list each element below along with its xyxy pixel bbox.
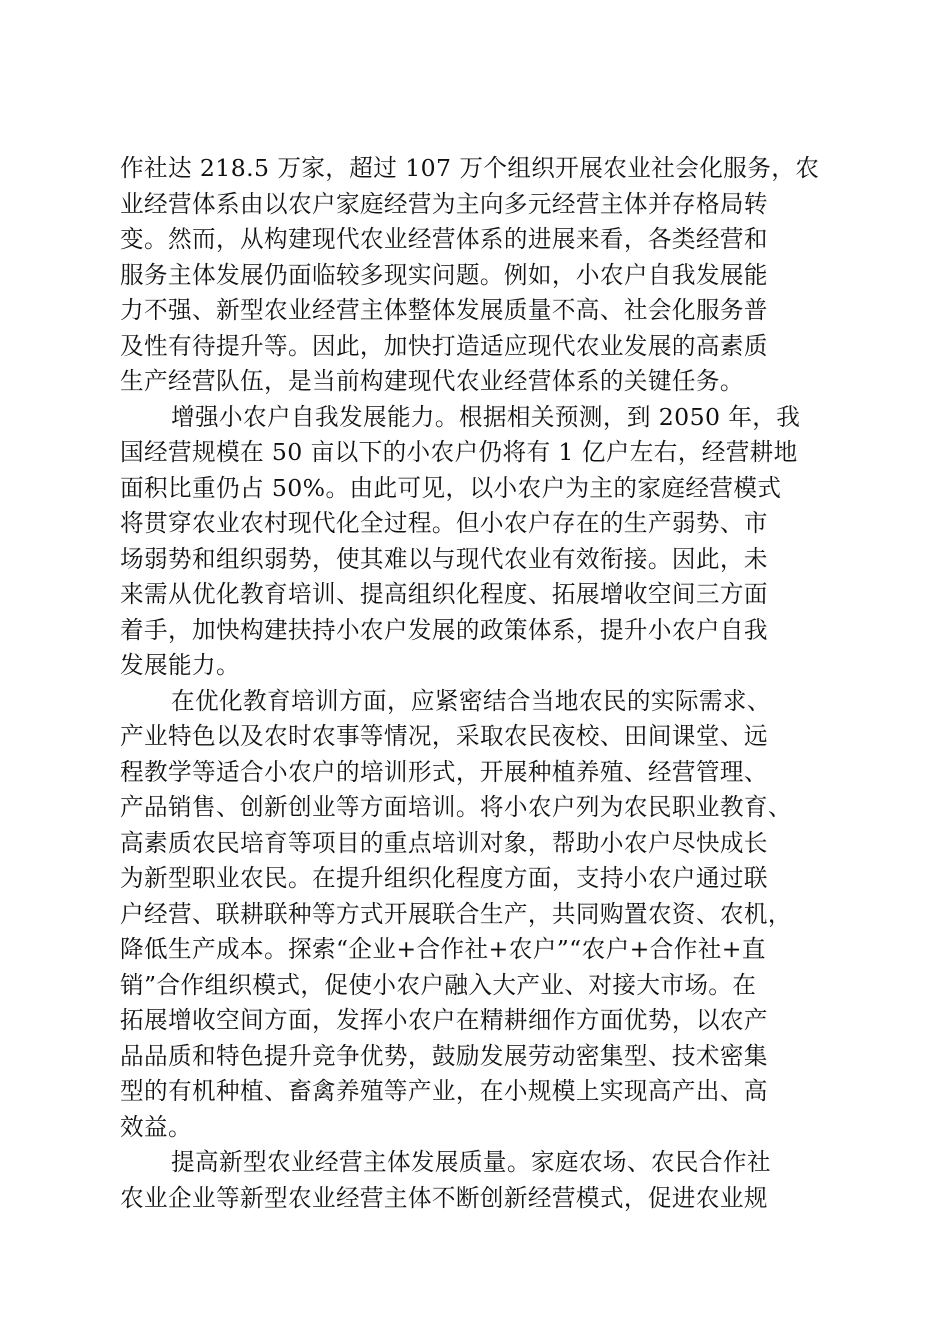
text-line: 高素质农民培育等项目的重点培训对象，帮助小农户尽快成长 [120, 828, 768, 857]
text-line: 及性有待提升等。因此，加快打造适应现代农业发展的高素质 [120, 331, 768, 360]
text-line: 将贯穿农业农村现代化全过程。但小农户存在的生产弱势、市 [120, 509, 768, 537]
paragraph [120, 684, 830, 1146]
text-line: 程教学等适合小农户的培训形式，开展种植养殖、经营管理、 [120, 757, 768, 786]
text-line: 面积比重仍占 50%。由此可见，以小农户为主的家庭经营模式 [120, 473, 782, 502]
paragraph [120, 1145, 830, 1216]
text-line: 力不强、新型农业经营主体整体发展质量不高、社会化服务普 [120, 296, 768, 324]
paragraph [120, 400, 830, 684]
text-line: 品品质和特色提升竞争优势，鼓励发展劳动密集型、技术密集 [120, 1041, 768, 1070]
text-line: 作社达 218.5 万家，超过 107 万个组织开展农业社会化服务，农 [120, 154, 820, 182]
text-line: 降低生产成本。探索“企业+合作社+农户”“农户+合作社+直 [120, 935, 766, 963]
text-line: 拓展增收空间方面，发挥小农户在精耕细作方面优势，以农产 [120, 1006, 768, 1034]
text-line: 生产经营队伍，是当前构建现代农业经营体系的关键任务。 [120, 367, 744, 395]
text-line: 销”合作组织模式，促使小农户融入大产业、对接大市场。在 [120, 970, 757, 999]
text-line: 产业特色以及农时农事等情况，采取农民夜校、田间课堂、远 [120, 722, 768, 750]
text-line: 农业企业等新型农业经营主体不断创新经营模式，促进农业规 [120, 1183, 768, 1212]
text-line: 场弱势和组织弱势，使其难以与现代农业有效衔接。因此，未 [120, 544, 768, 573]
paragraph [120, 151, 830, 400]
text-line: 型的有机种植、畜禽养殖等产业，在小规模上实现高产出、高 [120, 1077, 768, 1105]
text-line: 增强小农户自我发展能力。根据相关预测，到 2050 年，我 [171, 402, 801, 431]
text-line: 业经营体系由以农户家庭经营为主向多元经营主体并存格局转 [120, 189, 768, 218]
text-line: 产品销售、创新创业等方面培训。将小农户列为农民职业教育、 [120, 793, 792, 821]
text-line: 户经营、联耕联种等方式开展联合生产，共同购置农资、农机， [120, 899, 792, 928]
document-body [120, 151, 830, 1216]
text-line: 服务主体发展仍面临较多现实问题。例如，小农户自我发展能 [120, 260, 768, 289]
text-line: 提高新型农业经营主体发展质量。家庭农场、农民合作社 [171, 1148, 771, 1176]
text-line: 着手，加快构建扶持小农户发展的政策体系，提升小农户自我 [120, 615, 768, 644]
text-line: 来需从优化教育培训、提高组织化程度、拓展增收空间三方面 [120, 580, 768, 608]
text-line: 效益。 [120, 1112, 192, 1141]
text-line: 国经营规模在 50 亩以下的小农户仍将有 1 亿户左右，经营耕地 [120, 438, 798, 466]
text-line: 变。然而，从构建现代农业经营体系的进展来看，各类经营和 [120, 225, 768, 253]
text-line: 发展能力。 [120, 651, 240, 679]
text-line: 为新型职业农民。在提升组织化程度方面，支持小农户通过联 [120, 864, 768, 892]
text-line: 在优化教育培训方面，应紧密结合当地农民的实际需求、 [171, 686, 771, 715]
